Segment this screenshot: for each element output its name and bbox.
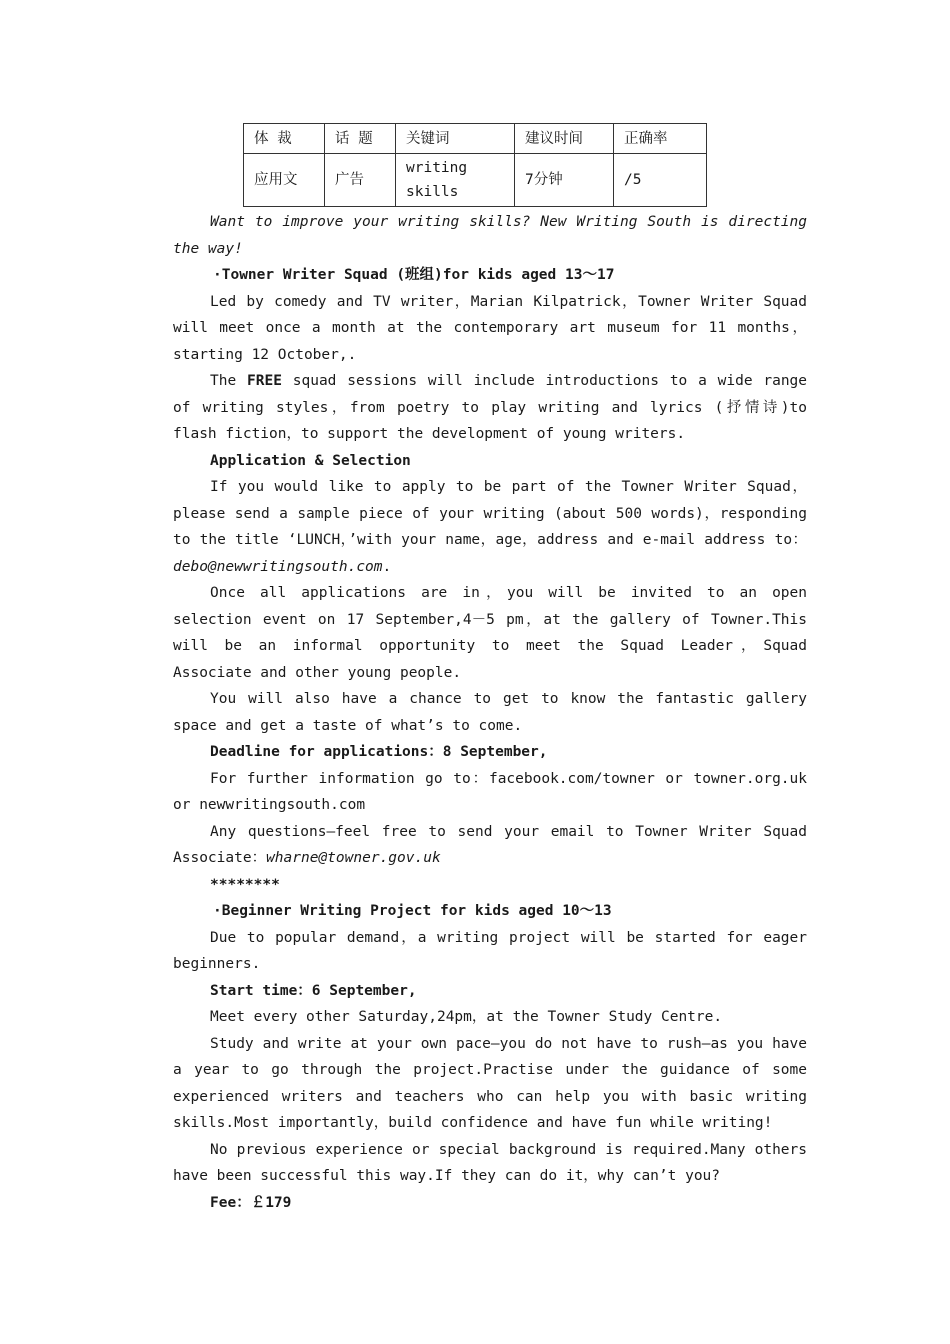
paragraph: Once all applications are in，you will be invited to an open selection event on 17 September,4－5 pm，at the gallery of Towner.This will be an informal opportunity to meet the Squad Leader，Squad Associate and other young people. xyxy=(173,585,807,681)
paragraph: No previous experience or special background is required.Many others have been successful this way.If they can do it，why can’t you? xyxy=(173,1141,807,1184)
fee-text: Fee：￡179 xyxy=(210,1194,292,1211)
separator: ******** xyxy=(210,876,280,893)
start-time: Start time：6 September, xyxy=(210,982,417,999)
table-cell: 7分钟 xyxy=(515,154,614,207)
table-header-cell: 话 题 xyxy=(325,124,396,154)
email-link[interactable]: debo@newwritingsouth.com xyxy=(173,558,383,575)
table-header-cell: 体 裁 xyxy=(244,124,325,154)
paragraph: Led by comedy and TV writer，Marian Kilpatrick，Towner Writer Squad will meet once a month at the contemporary art museum for 11 months，starting 12 October,. xyxy=(173,293,807,363)
table-cell: 广告 xyxy=(325,154,396,207)
paragraph-text: squad sessions will include introductions to a wide range of writing styles，from poetry to play writing and lyrics (抒情诗)to flash fiction，to support the development of young writers. xyxy=(173,373,808,442)
paragraph xyxy=(173,819,807,872)
paragraph xyxy=(173,368,807,448)
paragraph: Study and write at your own pace—you do not have to rush—as you have a year to go through the project.Practise under the guidance of some experienced writers and teachers who can help you with basic writing skills.Most importantly，build confidence and have fun while writing! xyxy=(173,1035,807,1131)
table-cell: writing skills xyxy=(396,154,515,207)
email-link[interactable]: wharne@towner.gov.uk xyxy=(266,850,441,866)
document-page xyxy=(173,123,807,1216)
paragraph-text: Any questions—feel free to send your email to Towner Writer Squad Associate： xyxy=(173,823,807,866)
intro-text: Want to improve your writing skills? New Writing South is directing the way! xyxy=(173,214,807,257)
table-header-cell: 正确率 xyxy=(614,124,707,154)
subheading: Application & Selection xyxy=(210,452,411,469)
paragraph-text: The xyxy=(210,373,248,389)
table-cell: 应用文 xyxy=(244,154,325,207)
paragraph xyxy=(173,474,807,580)
paragraph-text: . xyxy=(382,558,392,575)
deadline-text: Deadline for applications：8 September, xyxy=(210,744,548,760)
table-header-cell: 关键词 xyxy=(396,124,515,154)
table-row xyxy=(244,154,707,207)
paragraph: You will also have a chance to get to know the fantastic gallery space and get a taste of what’s to come. xyxy=(173,691,807,734)
paragraph: For further information go to：facebook.com/towner or towner.org.uk or newwritingsouth.com xyxy=(173,770,807,813)
paragraph-text: If you would like to apply to be part of the Towner Writer Squad，please send a sample piece of your writing (about 500 words)，responding to the title ‘LUNCH，’with your name，age，address and e-mail address to： xyxy=(173,479,807,548)
section-title: ·Beginner Writing Project for kids aged 10～13 xyxy=(213,903,612,919)
table-header-cell: 建议时间 xyxy=(515,124,614,154)
table-cell: /5 xyxy=(614,154,707,207)
table-header-row xyxy=(244,124,707,154)
info-table xyxy=(243,123,707,207)
paragraph: Meet every other Saturday,24pm，at the Towner Study Centre. xyxy=(210,1009,723,1025)
free-emphasis: FREE xyxy=(247,373,282,389)
section-title: ·Towner Writer Squad (班组)for kids aged 13～17 xyxy=(213,267,615,283)
paragraph: Due to popular demand，a writing project will be started for eager beginners. xyxy=(173,929,807,972)
